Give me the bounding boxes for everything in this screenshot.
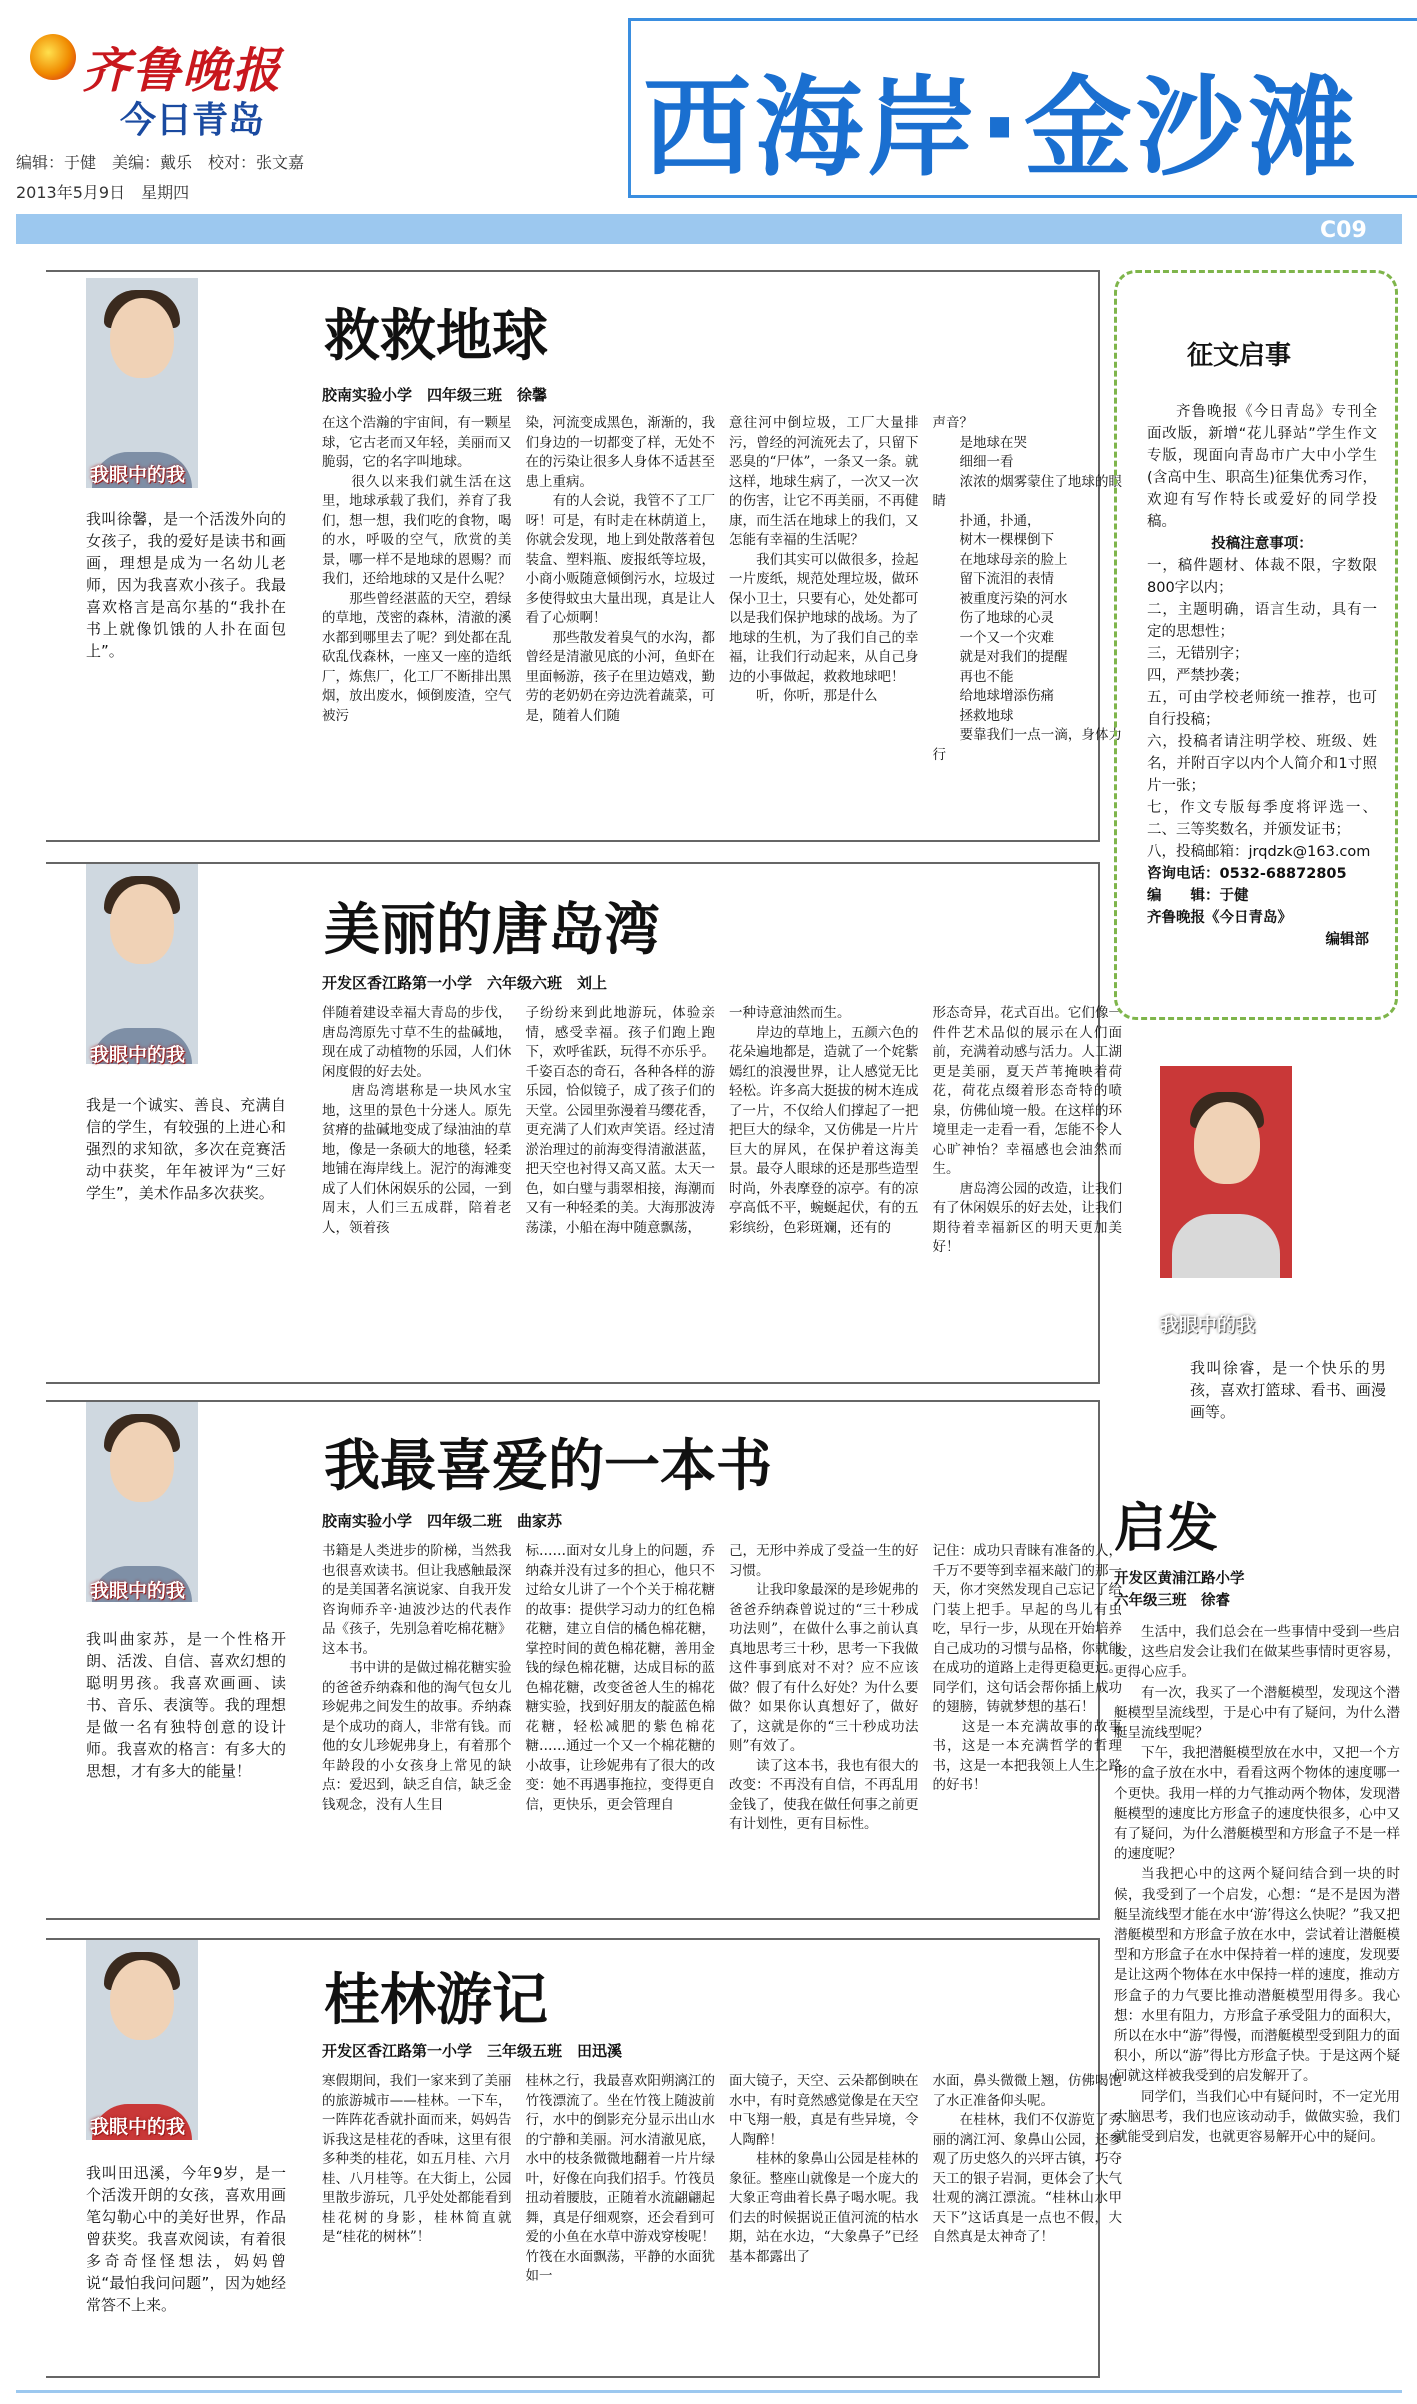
face-shape	[110, 1960, 174, 2040]
notice-line: 四，严禁抄袭；	[1147, 668, 1249, 684]
body-column: 在这个浩瀚的宇宙间，有一颗星球，它古老而又年轻，美丽而又脆弱，它的名字叫地球。 很久以来我们就生活在这里，地球承载了我们，养育了我们，想一想，我们吃的食物，喝的水，呼吸的空气，欣赏的美景，哪一样不是地球的恩赐？而我们，还给地球的又是什么呢？ 那些曾经湛蓝的天空，碧绿的草地，茂密的森林，清澈的溪水都到哪里去了呢？到处都在乱砍乱伐森林，一座又一座的造纸厂，炼焦厂，化工厂不断排出黑烟，放出废水，倾倒废渣，空气被污	[322, 415, 512, 724]
call-for-submissions	[1114, 270, 1398, 1020]
article-guilin-trip	[46, 1938, 1122, 2378]
photo-caption: 我眼中的我	[90, 1580, 186, 1602]
qifa-paragraph: 下午，我把潜艇模型放在水中，又把一个方形的盒子放在水中，看看这两个物体的速度哪一个更快。我用一样的力气推动两个物体，发现潜艇模型的速度比方形盒子的速度快很多，心中又有了疑问，为什么潜艇模型和方形盒子不是一样的速度呢？	[1114, 1745, 1400, 1863]
notice-line: 七，作文专版每季度将评选一、二、三等奖数名，并颁发证书；	[1147, 800, 1377, 838]
body-shape	[1172, 1214, 1280, 1278]
notice-line: 齐鲁晚报《今日青岛》专刊全面改版，新增“花儿驿站”学生作文专版，现面向青岛市广大中小学生(含高中生、职高生)征集优秀习作，欢迎有写作特长或爱好的同学投稿。	[1147, 404, 1377, 530]
qifa-paragraph: 生活中，我们总会在一些事情中受到一些启发，这些启发会让我们在做某些事情时更容易，更得心应手。	[1114, 1624, 1400, 1681]
header-rule	[16, 214, 1402, 244]
photo-caption: 我眼中的我	[90, 1044, 186, 1066]
article-body	[322, 2072, 1122, 2368]
face-shape	[110, 298, 174, 378]
body-column: 声音？ 是地球在哭 细细一看 浓浓的烟雾蒙住了地球的眼睛 扑通，扑通， 树木一棵棵倒下 在地球母亲的脸上 留下流泪的表情 被重度污染的河水 伤了地球的心灵 一个又一个灾难 就是对我们的提醒 再也不能 给地球增添伤痛 拯救地球 要靠我们一点一滴，身体力行	[932, 415, 1122, 763]
notice-line: 二，主题明确，语言生动，具有一定的思想性；	[1147, 602, 1377, 640]
edition-name: 今日青岛	[120, 100, 265, 141]
article-title: 救救地球	[324, 304, 548, 369]
body-column: 染，河流变成黑色，渐渐的，我们身边的一切都变了样，无处不在的污染让很多人身体不适甚至患上重病。 有的人会说，我管不了工厂呀！可是，有时走在林荫道上，你就会发现，地上到处散落着包装盒、塑料瓶、废报纸等垃圾，小商小贩随意倾倒污水，垃圾过多使得蚊虫大量出现，真是让人看了心烦啊！ 那些散发着臭气的水沟，都曾经是清澈见底的小河，鱼虾在里面畅游，孩子在里边嬉戏，勤劳的老奶奶在旁边洗着蔬菜，可是，随着人们随	[525, 415, 715, 724]
face-shape	[110, 884, 174, 964]
newspaper-logo-icon	[30, 34, 76, 80]
footer-rule	[16, 2390, 1402, 2393]
side-author-intro: 我叫徐睿，是一个快乐的男孩，喜欢打篮球、看书、画漫画等。	[1190, 1359, 1386, 1421]
notice-line: 六，投稿者请注明学校、班级、姓名，并附百字以内个人简介和1寸照片一张；	[1147, 734, 1377, 794]
qifa-title: 启发	[1114, 1499, 1219, 1559]
article-byline: 胶南实验小学 四年级二班 曲家苏	[322, 1512, 563, 1530]
body-column: 标……面对女儿身上的问题，乔纳森并没有过多的担心，他只不过给女儿讲了一个个关于棉花糖的故事：提供学习动力的红色棉花糖，建立自信的橘色棉花糖，掌控时间的黄色棉花糖，善用金钱的绿色棉花糖，达成目标的蓝色棉花糖，改变爸爸人生的棉花糖实验，找到好朋友的靛蓝色棉花糖，轻松减肥的紫色棉花糖……通过一个又一个棉花糖的小故事，让珍妮弗有了很大的改变：她不再遇事拖拉，变得更自信，更快乐，更会管理自	[525, 1543, 715, 1813]
article-title: 美丽的唐岛湾	[324, 898, 660, 963]
body-column: 一种诗意油然而生。 岸边的草地上，五颜六色的花朵遍地都是，造就了一个姹紫嫣红的浪漫世界，让人感觉无比轻松。许多高大挺拔的树木连成了一片，不仅给人们撑起了一把把巨大的绿伞，又仿佛是一片片巨大的屏风，在保护着这海美景。最夺人眼球的还是那些造型时尚，外表摩登的凉亭。有的凉亭高低不平，蜿蜒起伏，有的五彩缤纷，色彩斑斓，还有的	[729, 1005, 919, 1236]
notice-phone: 咨询电话：0532-68872805	[1147, 866, 1347, 882]
notice-publisher: 齐鲁晚报《今日青岛》	[1147, 910, 1292, 926]
body-column: 水面，鼻头微微上翘，仿佛喝饱了水正准备仰头呢。 在桂林，我们不仅游览了秀丽的漓江河、象鼻山公园，还参观了历史悠久的兴坪古镇，巧夺天工的银子岩洞，更体会了大气壮观的漓江漂流。“桂林山水甲天下”这话真是一点也不假，大自然真是太神奇了！	[932, 2073, 1122, 2245]
notice-title: 征文启事	[1187, 341, 1292, 371]
article-tangdao-bay	[46, 862, 1122, 1384]
section-banner	[628, 18, 1417, 198]
qifa-paragraph: 有一次，我买了一个潜艇模型，发现这个潜艇模型呈流线型，于是心中有了疑问，为什么潜艇呈流线型呢？	[1114, 1684, 1400, 1742]
qifa-paragraph: 同学们，当我们心中有疑问时，不一定光用大脑思考，我们也应该动动手，做做实验，我们就能受到启发，也就更容易解开心中的疑问。	[1114, 2088, 1400, 2146]
qifa-byline	[1114, 1568, 1245, 1612]
body-column: 子纷纷来到此地游玩，体验亲情，感受幸福。孩子们跑上跑下，欢呼雀跃，玩得不亦乐乎。千姿百态的奇石，各种各样的游乐园，恰似镜子，成了孩子们的天堂。公园里弥漫着马缨花香，更充满了人们欢声笑语。经过清淤治理过的前海变得清澈湛蓝，把天空也衬得又高又蓝。太天一色，如白璧与翡翠相接，海潮而又有一种轻柔的美。大海那波涛荡漾，小船在海中随意飘荡，	[525, 1005, 715, 1236]
notice-body	[1147, 401, 1377, 951]
body-column: 己，无形中养成了受益一生的好习惯。 让我印象最深的是珍妮弗的爸爸乔纳森曾说过的“三十秒成功法则”，在做什么事之前认真真地思考三十秒，思考一下我做这件事到底对不对？应不应该做？假了有什么好处？为什么要做？如果你认真想好了，做好了，这就是你的“三十秒成功法则”有效了。 读了这本书，我也有很大的改变：不再没有自信，不再乱用金钱了，使我在做任何事之前更有计划性，更有目标性。	[729, 1543, 919, 1832]
face-shape	[110, 1422, 174, 1502]
body-column: 伴随着建设幸福大青岛的步伐，唐岛湾原先寸草不生的盐碱地，现在成了动植物的乐园，人们休闲度假的好去处。 唐岛湾堪称是一块风水宝地，这里的景色十分迷人。原先贫瘠的盐碱地变成了绿油油的草地，像是一条硕大的地毯，轻柔地铺在海岸线上。泥泞的海滩变成了人们休闲娱乐的公园，一到周末，人们三五成群，陪着老人，领着孩	[322, 1005, 512, 1236]
side-author-photo	[1160, 1066, 1292, 1278]
article-favorite-book	[46, 1400, 1122, 1920]
masthead	[0, 0, 630, 250]
body-column: 面大镜子，天空、云朵都倒映在水中，有时竟然感觉像是在天空中飞翔一般，真是有些异境，令人陶醉！ 桂林的象鼻山公园是桂林的象征。整座山就像是一个庞大的大象正弯曲着长鼻子喝水呢。我们去的时候据说正值河流的枯水期，站在水边，“大象鼻子”已经基本都露出了	[729, 2073, 919, 2265]
qifa-body	[1114, 1622, 1400, 2147]
qifa-class: 六年级三班 徐睿	[1114, 1593, 1230, 1609]
notice-email: 八，投稿邮箱：jrqdzk@163.com	[1147, 844, 1371, 860]
author-photo	[86, 1402, 198, 1602]
article-byline: 胶南实验小学 四年级三班 徐馨	[322, 386, 548, 404]
notice-line: 五，可由学校老师统一推荐，也可自行投稿；	[1147, 690, 1377, 728]
article-save-earth	[46, 270, 1122, 842]
author-photo	[86, 864, 198, 1064]
notice-line: 一，稿件题材、体裁不限，字数限800字以内；	[1147, 558, 1377, 596]
side-photo-caption: 我眼中的我	[1160, 1314, 1256, 1336]
photo-caption: 我眼中的我	[90, 2116, 186, 2138]
notice-line: 三，无错别字；	[1147, 646, 1249, 662]
qifa-paragraph: 当我把心中的这两个疑问结合到一块的时候，我受到了一个启发，心想：“是不是因为潜艇呈流线型才能在水中‘游’得这么快呢？”我又把潜艇模型和方形盒子放在水中，尝试着让潜艇模型和方形盒子在水中保持着一样的速度，发现要是让这两个物体在水中保持一样的速度，推动方形盒子的力气要比推动潜艇模型用得多。我心想：水里有阻力，方形盒子承受阻力的面积大，所以在水中“游”得慢，而潜艇模型受到阻力的面积小，所以“游”得比方形盒子快。于是这两个疑问就这样被我受到的启发解开了。	[1114, 1866, 1400, 2085]
section-title: 西海岸·金沙滩	[643, 66, 1361, 191]
article-body	[322, 1004, 1122, 1374]
article-title: 桂林游记	[324, 1968, 548, 2033]
article-body	[322, 414, 1122, 834]
author-intro: 我是一个诚实、善良、充满自信的学生，有较强的上进心和强烈的求知欲，多次在竞赛活动中获奖，年年被评为“三好学生”，美术作品多次获奖。	[86, 1096, 286, 1202]
article-byline: 开发区香江路第一小学 三年级五班 田迅溪	[322, 2042, 623, 2060]
author-photo	[86, 278, 198, 488]
article-body	[322, 1542, 1122, 1912]
page-number: C09	[1320, 218, 1367, 243]
photo-caption: 我眼中的我	[90, 464, 186, 486]
body-column: 寒假期间，我们一家来到了美丽的旅游城市——桂林。一下车，一阵阵花香就扑面而来，妈妈告诉我这是桂花的香味，这里有很多种类的桂花，如五月桂、六月桂、八月桂等。在大街上，公园里散步游玩，几乎处处都能看到桂花树的身影，桂林简直就是“桂花的树林”！	[322, 2073, 512, 2245]
issue-date: 2013年5月9日 星期四	[16, 183, 190, 202]
body-column: 意往河中倒垃圾，工厂大量排污，曾经的河流死去了，只留下恶臭的“尸体”，一条又一条。就这样，地球生病了，一次又一次的伤害，让它不再美丽，不再健康，而生活在地球上的我们，又怎能有幸福的生活呢？ 我们其实可以做很多，捡起一片废纸，规范处理垃圾，做环保小卫士，只要有心，处处都可以是我们保护地球的战场。为了地球的生机，为了我们自己的幸福，让我们行动起来，从自己身边的小事做起，救救地球吧！ 听，你听，那是什么	[729, 415, 919, 704]
body-column: 形态奇异，花式百出。它们像一件件艺术品似的展示在人们面前，充满着动感与活力。人工湖更是美丽，夏天芦苇掩映着荷花，荷花点缀着形态奇特的喷泉，仿佛仙境一般。在这样的环境里走一走看一看，怎能不令人心旷神怡？幸福感也会油然而生。 唐岛湾公园的改造，让我们有了休闲娱乐的好去处，让我们期待着幸福新区的明天更加美好！	[932, 1005, 1122, 1255]
face-shape	[1194, 1102, 1260, 1184]
qifa-school: 开发区黄浦江路小学	[1114, 1571, 1245, 1587]
body-column: 书籍是人类进步的阶梯，当然我也很喜欢读书。但让我感触最深的是美国著名演说家、自我开发咨询师乔辛·迪波沙达的代表作品《孩子，先别急着吃棉花糖》这本书。 书中讲的是做过棉花糖实验的爸爸乔纳森和他的淘气包女儿珍妮弗之间发生的故事。乔纳森是个成功的商人，非常有钱。而他的女儿珍妮弗身上，有着那个年龄段的小女孩身上常见的缺点：爱迟到，缺乏自信，缺乏金钱观念，没有人生目	[322, 1543, 512, 1813]
author-photo	[86, 1940, 198, 2140]
staff-credits: 编辑：于健 美编：戴乐 校对：张文嘉	[16, 153, 305, 172]
body-column: 记住：成功只青睐有准备的人，千万不要等到幸福来敲门的那一天，你才突然发现自己忘记了给门装上把手。早起的鸟儿有虫吃，早行一步，从现在开始培养自己成功的习惯与品格，你就能在成功的道路上走得更稳更远。同学们，这句话会帮你插上成功的翅膀，铸就梦想的基石！ 这是一本充满故事的故事书，这是一本充满哲学的哲理书，这是一本把我领上人生之路的好书！	[932, 1543, 1122, 1793]
article-title: 我最喜爱的一本书	[324, 1434, 772, 1499]
author-intro: 我叫田迅溪，今年9岁，是一个活泼开朗的女孩，喜欢用画笔勾勒心中的美好世界，作品曾获奖。我喜欢阅读，有着很多奇奇怪怪想法，妈妈曾说“最怕我问问题”，因为她经常答不上来。	[86, 2164, 286, 2314]
notice-line: 投稿注意事项：	[1211, 536, 1313, 552]
newspaper-brand: 齐鲁晚报	[82, 43, 283, 99]
article-byline: 开发区香江路第一小学 六年级六班 刘上	[322, 974, 608, 992]
notice-editor: 编 辑：于健	[1147, 888, 1249, 904]
notice-department: 编辑部	[1325, 932, 1369, 948]
body-column: 桂林之行，我最喜欢阳朔漓江的竹筏漂流了。坐在竹筏上随波前行，水中的倒影充分显示出山水的宁静和美丽。河水清澈见底，水中的枝条微微地翻着一片片绿叶，好像在向我们招手。竹筏员扭动着腰肢，正随着水流翩翩起舞，真是仔细观察，还会看到可爱的小鱼在水草中游戏穿梭呢！竹筏在水面飘荡，平静的水面犹如一	[525, 2073, 715, 2284]
author-intro: 我叫曲家苏，是一个性格开朗、活泼、自信、喜欢幻想的聪明男孩。我喜欢画画、读书、音乐、表演等。我的理想是做一名有独特创意的设计师。我喜欢的格言：有多大的思想，才有多大的能量！	[86, 1630, 286, 1780]
author-intro: 我叫徐馨，是一个活泼外向的女孩子，我的爱好是读书和画画，理想是成为一名幼儿老师，因为我喜欢小孩子。我最喜欢格言是高尔基的“我扑在书上就像饥饿的人扑在面包上”。	[86, 510, 286, 660]
